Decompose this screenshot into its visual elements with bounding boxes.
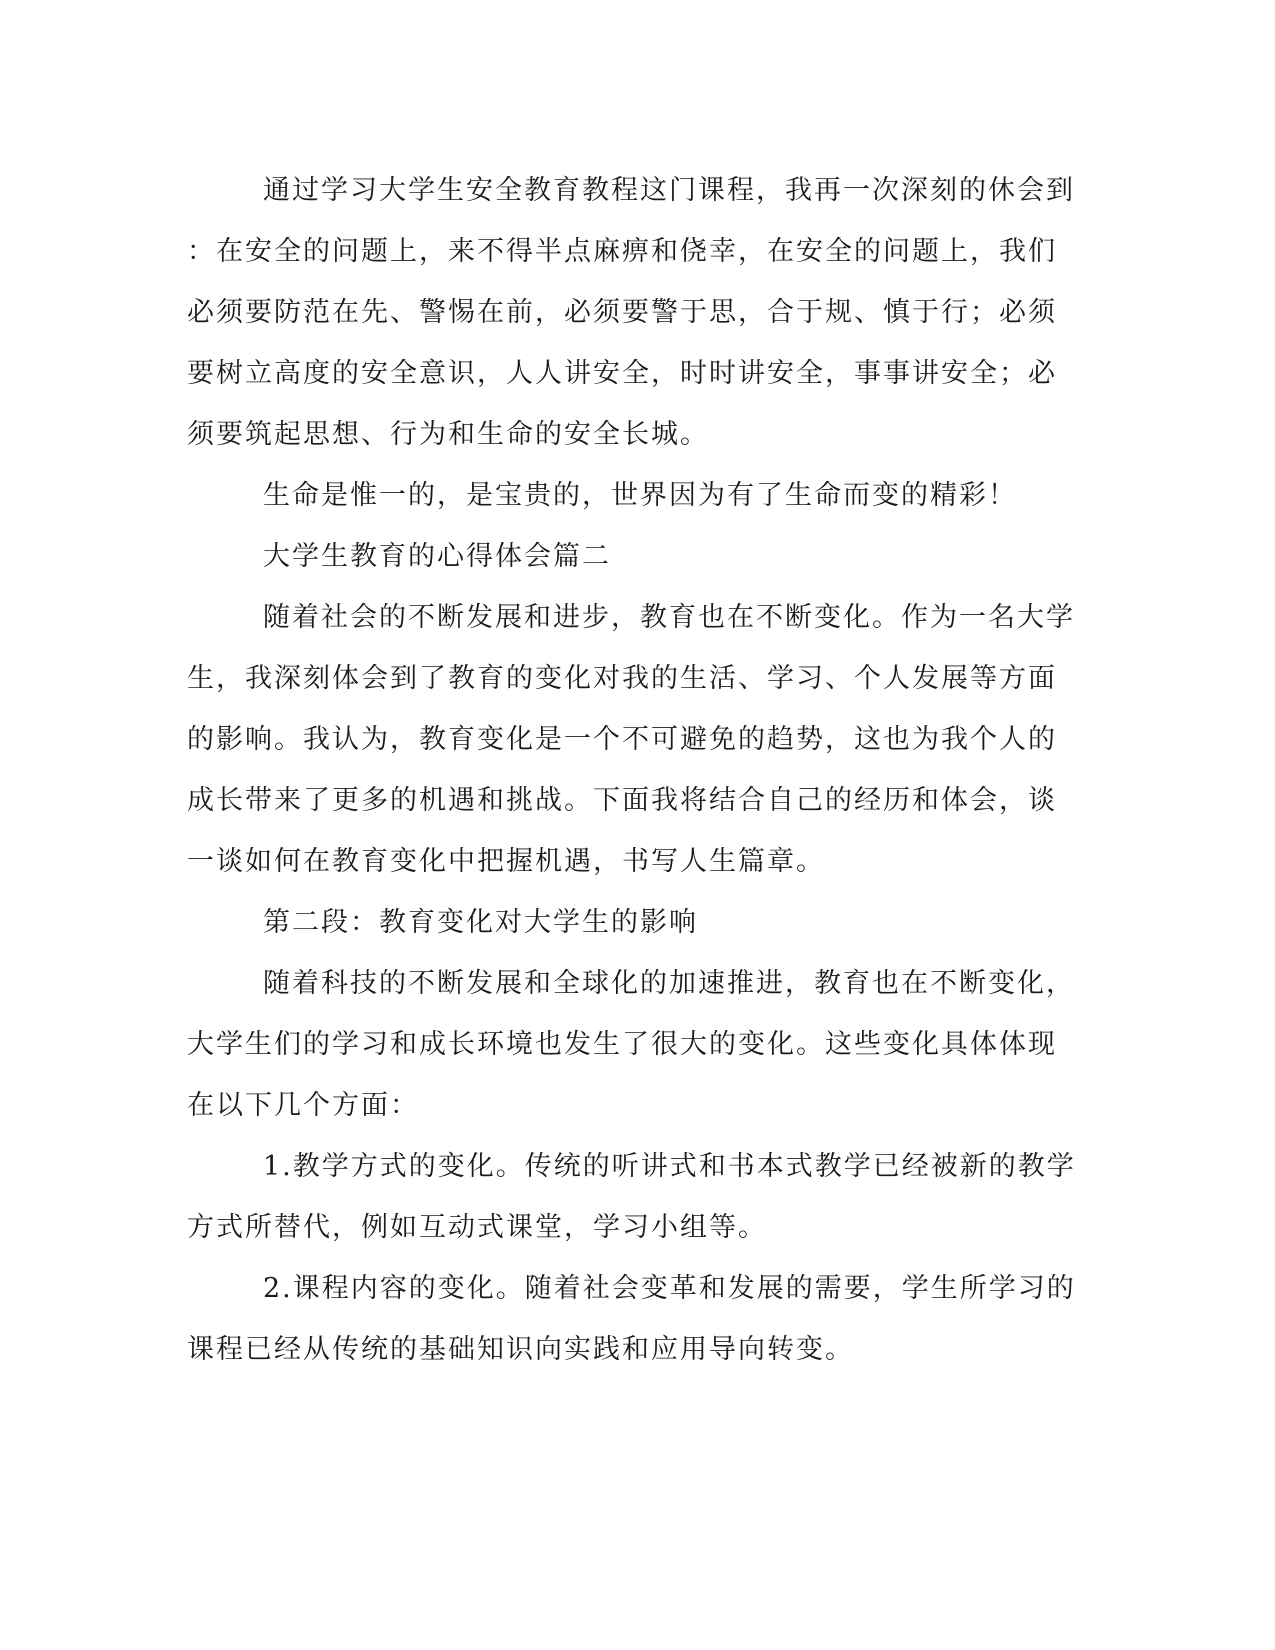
list-item-line: 1.教学方式的变化。传统的听讲式和书本式教学已经被新的教学 bbox=[263, 1151, 1076, 1182]
paragraph-line: 必须要防范在先、警惕在前，必须要警于思，合于规、慎于行；必须 bbox=[187, 297, 1057, 328]
paragraph-line: 一谈如何在教育变化中把握机遇，书写人生篇章。 bbox=[187, 846, 825, 877]
paragraph-line: 在以下几个方面： bbox=[187, 1090, 419, 1121]
paragraph-line: 要树立高度的安全意识，人人讲安全，时时讲安全，事事讲安全；必 bbox=[187, 358, 1057, 389]
paragraph-line: 随着科技的不断发展和全球化的加速推进，教育也在不断变化， bbox=[263, 968, 1075, 999]
paragraph-line: 的影响。我认为，教育变化是一个不可避免的趋势，这也为我个人的 bbox=[187, 724, 1057, 755]
paragraph-line: 成长带来了更多的机遇和挑战。下面我将结合自己的经历和体会，谈 bbox=[187, 785, 1057, 816]
paragraph-line: 随着社会的不断发展和进步，教育也在不断变化。作为一名大学 bbox=[263, 602, 1075, 633]
list-item-line: 方式所替代，例如互动式课堂，学习小组等。 bbox=[187, 1212, 767, 1243]
paragraph-line: 通过学习大学生安全教育教程这门课程，我再一次深刻的休会到 bbox=[263, 175, 1075, 206]
paragraph-line: 大学生们的学习和成长环境也发生了很大的变化。这些变化具体体现 bbox=[187, 1029, 1057, 1060]
paragraph-line: ：在安全的问题上，来不得半点麻痹和侥幸，在安全的问题上，我们 bbox=[187, 236, 1057, 267]
section-heading: 大学生教育的心得体会篇二 bbox=[263, 541, 611, 572]
list-item-line: 2.课程内容的变化。随着社会变革和发展的需要，学生所学习的 bbox=[263, 1273, 1076, 1304]
section-heading: 第二段：教育变化对大学生的影响 bbox=[263, 907, 698, 938]
document-body bbox=[187, 160, 1076, 1380]
paragraph-line: 生，我深刻体会到了教育的变化对我的生活、学习、个人发展等方面 bbox=[187, 663, 1057, 694]
paragraph-line: 须要筑起思想、行为和生命的安全长城。 bbox=[187, 419, 709, 450]
paragraph-line: 生命是惟一的，是宝贵的，世界因为有了生命而变的精彩！ bbox=[263, 480, 1017, 511]
list-item-line: 课程已经从传统的基础知识向实践和应用导向转变。 bbox=[187, 1334, 854, 1365]
